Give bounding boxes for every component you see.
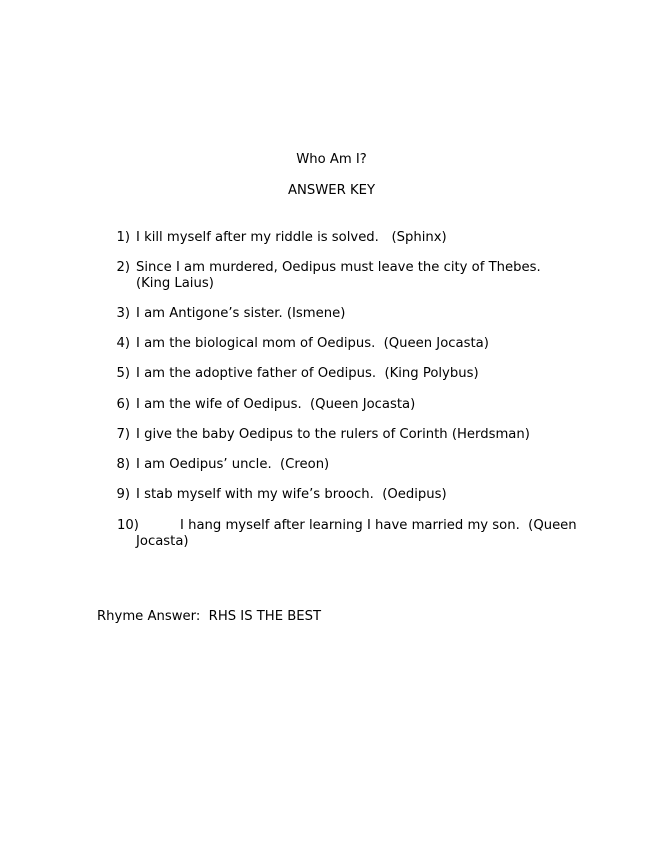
question-text: Since I am murdered, Oedipus must leave the city of Thebes. [136, 260, 541, 275]
question-text: I am the biological mom of Oedipus. (Queen Jocasta) [136, 336, 489, 351]
question-text: I stab myself with my wife’s brooch. (Oedipus) [136, 487, 447, 502]
rhyme-answer [97, 609, 321, 624]
question-number: 7) [116, 427, 130, 442]
question-number: 10) [117, 518, 139, 533]
rhyme-label: Rhyme Answer: [97, 609, 201, 624]
page-title: Who Am I? [296, 152, 367, 167]
question-text: I am the adoptive father of Oedipus. (King Polybus) [136, 366, 479, 381]
question-number: 4) [116, 336, 130, 351]
question-text: I am Oedipus’ uncle. (Creon) [136, 457, 330, 472]
question-text: I kill myself after my riddle is solved. (Sphinx) [136, 230, 447, 245]
question-answer: Jocasta) [136, 534, 189, 549]
rhyme-value: RHS IS THE BEST [208, 609, 322, 624]
question-number: 2) [116, 260, 130, 275]
question-text: I give the baby Oedipus to the rulers of Corinth (Herdsman) [136, 427, 530, 442]
question-text: I am Antigone’s sister. (Ismene) [136, 306, 346, 321]
question-number: 1) [116, 230, 130, 245]
answer-key-heading: ANSWER KEY [287, 183, 376, 198]
question-number: 5) [116, 366, 130, 381]
question-number: 3) [116, 306, 130, 321]
question-number: 8) [116, 457, 130, 472]
question-number: 9) [116, 487, 130, 502]
question-number: 6) [116, 397, 130, 412]
question-text: I am the wife of Oedipus. (Queen Jocasta) [136, 397, 416, 412]
question-answer: (King Laius) [136, 276, 214, 291]
question-text: I hang myself after learning I have married my son. (Queen [180, 518, 577, 533]
